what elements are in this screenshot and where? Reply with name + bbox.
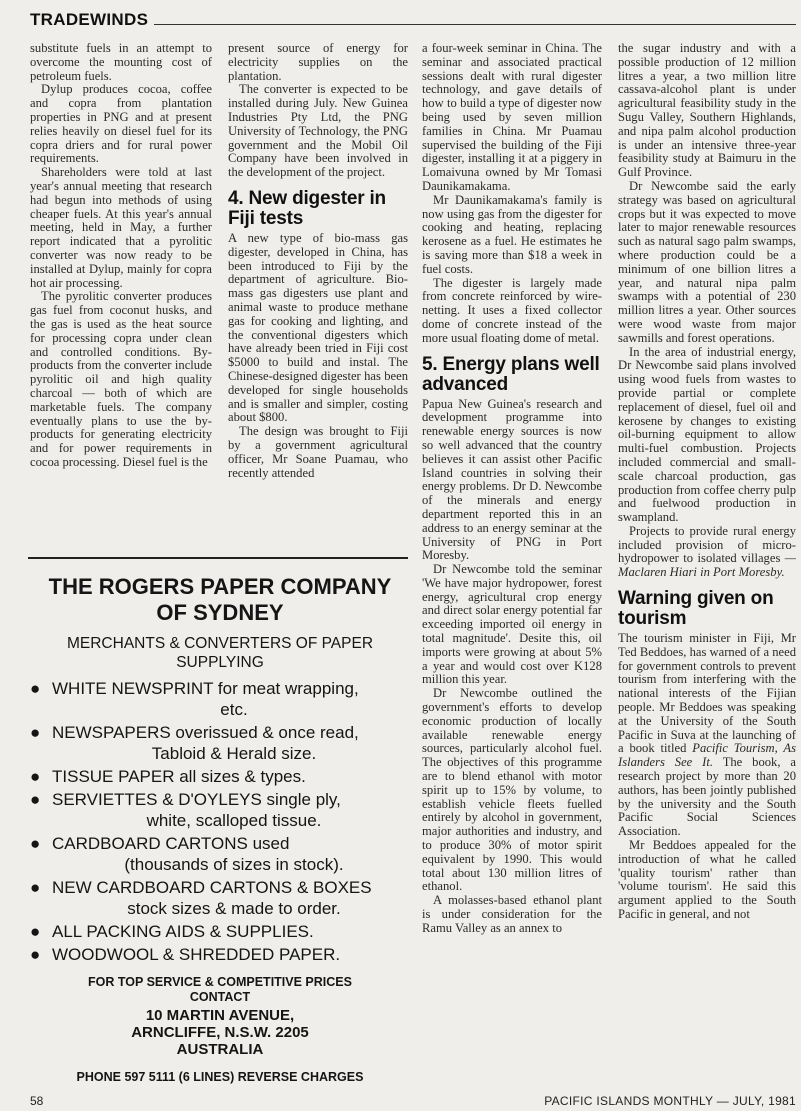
ad-subtitle bbox=[24, 634, 416, 672]
ad-item-continuation: etc. bbox=[220, 700, 248, 719]
ad-item-text: NEWSPAPERS overissued & once read, bbox=[52, 723, 359, 742]
ad-list-item bbox=[24, 833, 416, 875]
bullet-icon: ● bbox=[30, 790, 41, 809]
column-2 bbox=[228, 42, 408, 480]
ad-title-line: THE ROGERS PAPER COMPANY bbox=[48, 574, 392, 599]
ad-contact-line: CONTACT bbox=[189, 990, 251, 1004]
ad-title bbox=[24, 574, 416, 626]
paragraph-text: The tourism minister in Fiji, Mr Ted Beddoes, has warned of a need for government controls to prevent tourism from interfering with the national interests of the Fijian people. Mr Beddoes was speaking at the University of the South Pacific in Suva at the launching of a book titled bbox=[618, 631, 796, 756]
bullet-icon: ● bbox=[30, 878, 41, 897]
column-3 bbox=[422, 42, 602, 936]
bullet-icon: ● bbox=[30, 767, 41, 786]
book-title: Pacific Tourism, As Islanders See It. bbox=[618, 741, 796, 770]
article-heading: 4. New digester in Fiji tests bbox=[228, 187, 386, 229]
paragraph: A new type of bio-mass gas digester, developed in China, has been introduced to Fiji by the department of agriculture. Bio-mass gas digesters use plant and animal waste to produce methane gas for cooking and lighting, and the conventional digesters which have already been tried in Fiji cost $5000 to build and instal. The Chinese-designed digester has been developed for single households and is smaller and simpler, costing about $800. bbox=[228, 230, 408, 425]
ad-contact-prompt bbox=[24, 975, 416, 1005]
ad-item-text: CARDBOARD CARTONS used bbox=[52, 834, 290, 853]
bullet-icon: ● bbox=[30, 723, 41, 742]
ad-list-item bbox=[24, 944, 416, 965]
column-1 bbox=[30, 42, 212, 470]
paragraph: Dylup produces cocoa, coffee and copra from plantation properties in PNG and at present relies heavily on diesel fuel for its copra driers and for rural power requirements. bbox=[30, 82, 212, 166]
ad-subtitle-line: SUPPLYING bbox=[176, 654, 264, 671]
ad-item-continuation: white, scalloped tissue. bbox=[146, 811, 322, 830]
paragraph: Shareholders were told at last year's annual meeting that research had begun into methods of using cheaper fuels. At this year's annual meeting, held in May, a further report indicated that a pyrolitic converter was now ready to be installed at Dylup, mainly for copra hot air processing. bbox=[30, 165, 212, 290]
ad-item-text: SERVIETTES & D'OYLEYS single ply, bbox=[52, 790, 341, 809]
paragraph: substitute fuels in an attempt to overcome the mounting cost of petroleum fuels. bbox=[30, 41, 212, 83]
paragraph: The converter is expected to be installed during July. New Guinea Industries Pty Ltd, the PNG University of Technology, the PNG government and the Mobil Oil Company have been involved in the development of the project. bbox=[228, 82, 408, 180]
article-heading: 5. Energy plans well advanced bbox=[422, 353, 600, 395]
paragraph: Dr Newcombe told the seminar 'We have major hydropower, forest energy, agricultural crop energy and direct solar energy potential far exceeding imported oil energy in total magnitude'. Desite this, oil imports were growing at about 5% a year and would cost over K128 million this year. bbox=[422, 562, 602, 687]
ad-list-item bbox=[24, 766, 416, 787]
bullet-icon: ● bbox=[30, 945, 41, 964]
publication-line: PACIFIC ISLANDS MONTHLY — JULY, 1981 bbox=[544, 1094, 796, 1108]
paragraph-text: Projects to provide rural energy included provision of micro-hydropower to isolated villages bbox=[618, 523, 796, 566]
ad-address-line: 10 MARTIN AVENUE, bbox=[145, 1007, 295, 1024]
ad-item-text: TISSUE PAPER all sizes & types. bbox=[52, 767, 306, 786]
ad-address-line: ARNCLIFFE, N.S.W. 2205 bbox=[131, 1024, 309, 1041]
ad-item-continuation: (thousands of sizes in stock). bbox=[124, 855, 344, 874]
page-number: 58 bbox=[30, 1094, 44, 1108]
advertisement bbox=[24, 566, 416, 1084]
ad-phone: PHONE 597 5111 (6 LINES) REVERSE CHARGES bbox=[76, 1070, 364, 1084]
article-heading: Warning given on tourism bbox=[618, 588, 774, 630]
paragraph: In the area of industrial energy, Dr Newcombe said plans involved using wood fuels from wastes to provide partial or complete replacement of diesel, fuel oil and kerosene by changes to existing oil-burning equipment to allow multi-fuel combustion. Projects included commercial and small-scale charcoal production, gas production from coffee cherry pulp and fuelwood production in swampland. bbox=[618, 344, 796, 525]
bullet-icon: ● bbox=[30, 834, 41, 853]
ad-contact-line: FOR TOP SERVICE & COMPETITIVE PRICES bbox=[88, 975, 352, 989]
ad-address bbox=[24, 1007, 416, 1058]
ad-list-item bbox=[24, 921, 416, 942]
paragraph: The design was brought to Fiji by a government agricultural officer, Mr Soane Puamau, who recently attended bbox=[228, 424, 408, 480]
paragraph: the sugar industry and with a possible production of 12 million litres a year, a two million litre cassava-alcohol plant is under agricultural feasibility study in the Sugu Valley, Southern Highlands, and nipa palm alcohol production is under an intensive three-year feasibility study at Baimuru in the Gulf Province. bbox=[618, 41, 796, 180]
page-header bbox=[30, 10, 796, 34]
ad-list-item bbox=[24, 877, 416, 919]
advertisement-rule bbox=[28, 557, 408, 559]
paragraph: Mr Daunikamakama's family is now using gas from the digester for cooking and heating, replacing kerosene as a fuel. He estimates he is saving more than $18 a week in fuel costs. bbox=[422, 192, 602, 276]
paragraph: a four-week seminar in China. The seminar and associated practical sessions dealt with rural digester technology, and gave details of how to build a type of digester now being used by seven million families in China. Mr Puamau supervised the building of the Fiji digester, installing it at a piggery in Lomaivuna owned by Mr Tomasi Daunikamakama. bbox=[422, 41, 602, 193]
section-title: TRADEWINDS bbox=[30, 10, 149, 29]
ad-item-text: WOODWOOL & SHREDDED PAPER. bbox=[52, 945, 341, 964]
bullet-icon: ● bbox=[30, 922, 41, 941]
ad-title-line: OF SYDNEY bbox=[156, 600, 284, 625]
ad-item-text: NEW CARDBOARD CARTONS & BOXES bbox=[52, 878, 372, 897]
paragraph: A molasses-based ethanol plant is under consideration for the Ramu Valley as an annex to bbox=[422, 893, 602, 935]
paragraph bbox=[618, 632, 796, 839]
ad-address-line: AUSTRALIA bbox=[176, 1041, 264, 1058]
paragraph: present source of energy for electricity supplies on the plantation. bbox=[228, 41, 408, 83]
bullet-icon: ● bbox=[30, 679, 41, 698]
paragraph: The digester is largely made from concrete reinforced by wire-netting. It uses a fixed collector dome of concrete instead of the more usual floating dome of metal. bbox=[422, 275, 602, 345]
paragraph bbox=[618, 525, 796, 580]
paragraph: Papua New Guinea's research and development programme into renewable energy sources is now so well advanced that the country believes it can assist other Pacific Island countries in solving their energy problems. Dr D. Newcombe of the minerals and energy department reported this in an address to an energy seminar at the University of PNG in Port Moresby. bbox=[422, 396, 602, 563]
paragraph: Dr Newcombe said the early strategy was based on agricultural crops but it was expected to move later to major renewable resources such as natural sago palm swamps, where production could be a minimum of one billion litres a year, and natural nipa palm swamps with a potential of 230 million litres a year. Other sources were wood waste from major sawmills and forest operations. bbox=[618, 178, 796, 345]
ad-subtitle-line: MERCHANTS & CONVERTERS OF PAPER bbox=[66, 635, 374, 652]
ad-item-text: WHITE NEWSPRINT for meat wrapping, bbox=[52, 679, 359, 698]
column-4 bbox=[618, 42, 796, 922]
ad-item-text: ALL PACKING AIDS & SUPPLIES. bbox=[52, 922, 314, 941]
ad-product-list bbox=[24, 678, 416, 965]
paragraph: Dr Newcombe outlined the government's efforts to develop economic production of locally available renewable energy sources, particularly alcohol fuel. The objectives of this programme are to blend ethanol with motor spirit up to 15% by volume, to establish vehicle fleets fuelled entirely by alcohol in government, major authorities and industry, and to produce 30% of motor spirit equivalent by 1990. This would total about 130 million litres of ethanol. bbox=[422, 686, 602, 894]
paragraph: The pyrolitic converter produces gas fuel from coconut husks, and the gas is used as the heat source for processing copra under clean and controlled conditions. By-products from the converter include pyrolitic oil and high quality charcoal — both of which are marketable fuels. The company eventually plans to use the by-products for generating electricity and for power requirements in cocoa processing. Diesel fuel is the bbox=[30, 289, 212, 469]
ad-item-continuation: Tabloid & Herald size. bbox=[151, 744, 317, 763]
ad-item-continuation: stock sizes & made to order. bbox=[127, 899, 341, 918]
ad-list-item bbox=[24, 722, 416, 764]
ad-list-item bbox=[24, 789, 416, 831]
byline: — Maclaren Hiari in Port Moresby. bbox=[618, 551, 796, 580]
paragraph-text: The book, a research project by more than 20 authors, has been jointly published by the university and the South Pacific Social Sciences Association. bbox=[618, 755, 796, 839]
ad-list-item bbox=[24, 678, 416, 720]
paragraph: Mr Beddoes appealed for the introduction of what he called 'quality tourism' rather than 'volume tourism'. He said this argument applied to the South Pacific in general, and not bbox=[618, 838, 796, 922]
header-rule bbox=[154, 24, 796, 25]
